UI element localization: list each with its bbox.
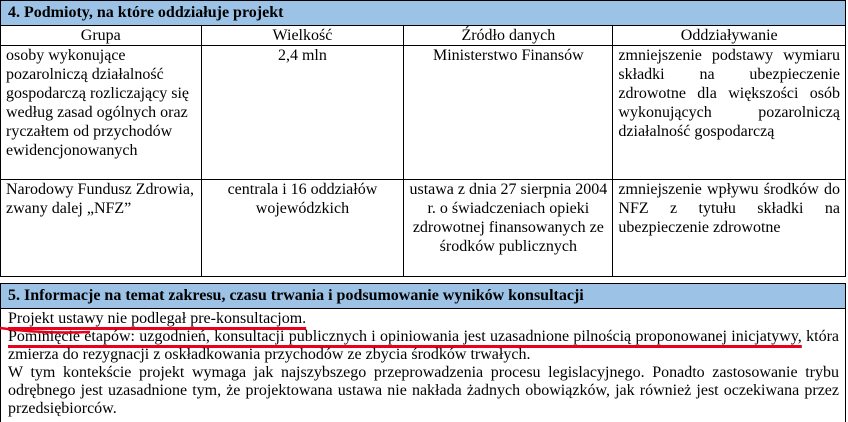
column-header-grupa: Grupa: [1, 26, 202, 46]
cell-oddzialywanie: zmniejszenie podstawy wymiaru składki na ubezpieczenie zdrowotne dla większości osób wykonujących pozarolniczą działalność gospodarczą: [613, 46, 846, 180]
cell-wielkosc: centrala i 16 oddziałów wojewódzkich: [201, 180, 404, 277]
table-row: [1, 180, 846, 277]
paragraph-justification: [8, 328, 839, 364]
column-header-wielkosc: Wielkość: [201, 26, 404, 46]
section-5-header: 5. Informacje na temat zakresu, czasu trwania i podsumowanie wyników konsultacji: [0, 283, 846, 309]
paragraph-context: W tym kontekście projekt wymaga jak najszybszego przeprowadzenia procesu legislacyjnego. Ponadto zastosowanie trybu odrębnego jest uzasadnione tym, że projektowana ustawa nie nakłada żadnych obowiązków, jak również jest oczekiwana przez przedsiębiorców.: [8, 364, 839, 417]
paragraph-text: która zmierza do rezygnacji z oskładkowania przychodów ze zbycia środków trwałych.: [8, 328, 840, 363]
table-header-row: [1, 26, 846, 46]
cell-grupa: Narodowy Fundusz Zdrowia, zwany dalej „NFZ”: [1, 180, 202, 277]
cell-grupa: osoby wykonujące pozarolniczą działalność gospodarczą rozliczający się według zasad ogólnych oraz ryczałtem od przychodów ewidencjonowanych: [1, 46, 202, 180]
affected-entities-table: [0, 25, 846, 277]
cell-zrodlo: Ministerstwo Finansów: [404, 46, 613, 180]
paragraph-pre-consultation: [8, 310, 839, 328]
column-header-zrodlo: Źródło danych: [404, 26, 613, 46]
cell-oddzialywanie: zmniejszenie wpływu środków do NFZ z tytułu składki na ubezpieczenie zdrowotne: [613, 180, 846, 277]
cell-zrodlo: ustawa z dnia 27 sierpnia 2004 r. o świadczeniach opieki zdrowotnej finansowanych ze środków publicznych: [404, 180, 613, 277]
column-header-oddzialywanie: Oddziaływanie: [613, 26, 846, 46]
cell-wielkosc: 2,4 mln: [201, 46, 404, 180]
section-4-header: 4. Podmioty, na które oddziałuje projekt: [0, 0, 846, 26]
table-row: [1, 46, 846, 180]
underlined-text: Pominięcie etapów: uzgodnień, konsultacji publicznych i opiniowania jest uzasadnione pilnością proponowanej inicjatywy,: [8, 328, 802, 345]
underlined-text: Projekt ustawy nie podlegał pre-konsultacjom.: [8, 310, 307, 327]
section-5-body: [0, 309, 846, 422]
